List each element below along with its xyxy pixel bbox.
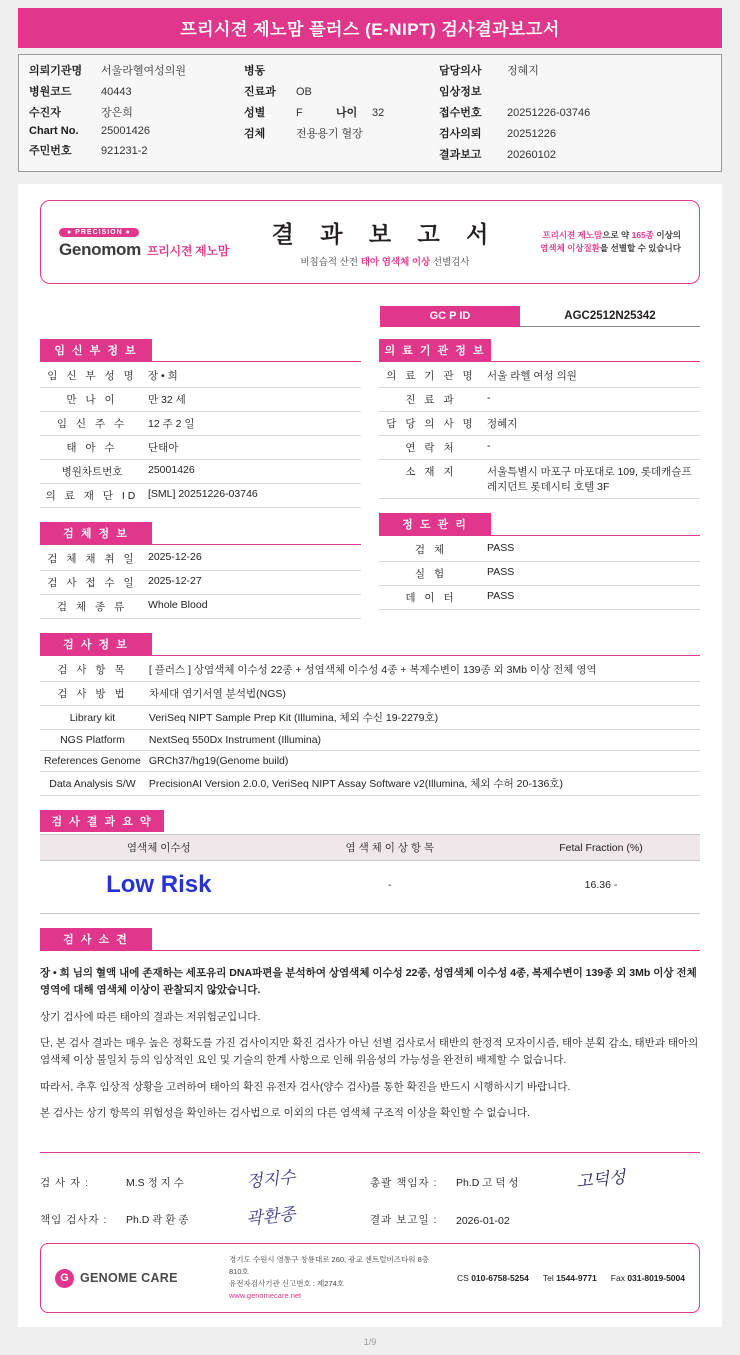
row-label: NGS Platform: [40, 730, 145, 751]
table-row: [379, 562, 700, 586]
signature-label: 책임 검사자 :: [40, 1214, 108, 1227]
findings-paragraph-3: 단, 본 검사 결과는 매우 높은 정확도를 가진 검사이지만 확진 검사가 아닌 선별 검사로서 태반의 한정적 모자이시즘, 태아 분획 감소, 태반과 태아의 염색체 이상 불일치 등의 임상적인 요인 및 기술의 한계 사항으로 인해 위음성의 가능성을 완전히 배제할 수 없습니다.: [40, 1036, 699, 1067]
row-label: 의 료 기 관 명: [379, 364, 483, 388]
table-row: [40, 547, 361, 571]
tagline-count: 165종: [631, 230, 654, 241]
table-row: [379, 586, 700, 610]
patient-row: [244, 125, 439, 141]
table-row: [40, 484, 361, 508]
field-value: 20251226: [507, 128, 556, 140]
section-heading-hospital: 의 료 기 관 정 보: [379, 339, 491, 361]
section-heading-findings: 검 사 소 견: [40, 928, 152, 950]
patient-info-col-2: [244, 62, 439, 162]
abnormal-items-value: -: [278, 861, 502, 914]
signature-name: M.S 정 지 수: [126, 1177, 184, 1190]
findings-paragraph-5: 본 검사는 상기 항목의 위험성을 확인하는 검사법으로 이외의 다른 염색체 구조적 이상을 확인할 수 없습니다.: [40, 1106, 531, 1119]
row-value: -: [483, 436, 700, 460]
signature-tester: [40, 1165, 370, 1190]
row-value: Whole Blood: [144, 595, 361, 619]
page-title: 프리시젼 제노맘 플러스 (E-NIPT) 검사결과보고서: [18, 8, 722, 48]
test-info-section: [40, 633, 700, 796]
genome-care-logo: [55, 1269, 215, 1288]
row-label: 검 사 항 목: [40, 658, 145, 682]
row-label: 의 료 재 단 ID: [40, 484, 144, 508]
row-value: [SML] 20251226-03746: [144, 484, 361, 508]
table-row: [379, 388, 700, 412]
signature-label: 검 사 자 :: [40, 1177, 90, 1190]
address-line-2: 유전자검사기관 신고번호 : 제274호: [229, 1279, 345, 1289]
patient-row: [244, 83, 439, 99]
row-value: PASS: [483, 586, 700, 610]
report-date: [370, 1212, 700, 1227]
row-value: PrecisionAI Version 2.0.0, VeriSeq NIPT Assay Software v2(Illumina, 체외 수허 20-136호): [145, 772, 700, 796]
table-row: [40, 436, 361, 460]
gcp-id-value: AGC2512N25342: [520, 306, 700, 327]
row-value: 차세대 염기서열 분석법(NGS): [145, 682, 700, 706]
signature-label: 총괄 책임자 :: [370, 1177, 438, 1190]
table-row: [40, 706, 700, 730]
section-rule: [40, 950, 700, 951]
table-header-row: [40, 835, 700, 861]
gcp-id-label: GC P ID: [380, 306, 520, 327]
website-link[interactable]: www.genomecare.net: [229, 1291, 302, 1301]
findings-paragraph-2: 상기 검사에 따른 태아의 결과는 저위험군입니다.: [40, 1010, 261, 1023]
patient-info-col-3: [439, 62, 711, 162]
table-row: [40, 751, 700, 772]
signature-image-director: 고덕성: [575, 1167, 627, 1192]
hospital-info-table: [379, 364, 700, 499]
field-label: 성별: [244, 107, 266, 119]
report-title-block: [259, 216, 511, 268]
row-value: 25001426: [144, 460, 361, 484]
risk-result: Low Risk: [40, 861, 278, 914]
row-label: 검 체 채 취 일: [40, 547, 144, 571]
tel-value: 1544-9771: [556, 1273, 597, 1284]
field-value: 20251226-03746: [507, 107, 591, 119]
specimen-table: [40, 547, 361, 619]
field-value: 40443: [101, 86, 132, 98]
section-heading-qc: 정 도 관 리: [379, 513, 491, 535]
row-label: 검 체 종 류: [40, 595, 144, 619]
table-row: [40, 460, 361, 484]
row-value: 단태아: [144, 436, 361, 460]
field-label: 병동: [244, 65, 266, 77]
findings-paragraph-4: 따라서, 추후 임상적 상황을 고려하여 태아의 확진 유전자 검사(양수 검사)를 통한 확진을 반드시 시행하시기 바랍니다.: [40, 1080, 571, 1093]
column-header-fetal-fraction: Fetal Fraction (%): [502, 835, 700, 861]
table-row: [40, 772, 700, 796]
patient-row: [439, 104, 711, 120]
result-summary-section: [40, 810, 700, 914]
field-label: 병원코드: [29, 86, 72, 98]
tagline-text-3: 을 선별할 수 있습니다: [600, 243, 681, 253]
field-label: 접수번호: [439, 107, 482, 119]
row-label: 담 당 의 사 명: [379, 412, 483, 436]
field-label: 진료과: [244, 86, 276, 98]
fetal-fraction-value: 16.36 -: [502, 861, 700, 914]
patient-row: [29, 142, 244, 158]
signature-lead-tester: [40, 1202, 370, 1227]
signature-name: Ph.D 곽 환 종: [126, 1214, 189, 1227]
genome-care-mark-icon: G: [55, 1269, 74, 1288]
table-row: [40, 861, 700, 914]
table-row: [40, 364, 361, 388]
field-value: 정혜지: [507, 65, 539, 77]
section-rule: [40, 361, 361, 362]
report-subtitle-post: 선별검사: [430, 257, 470, 268]
column-header-abnormal-items: 염 색 체 이 상 항 목: [278, 835, 502, 861]
patient-row: [29, 104, 244, 120]
tagline-brand: 프리시젼 제노맘: [542, 230, 603, 241]
info-columns: [40, 339, 700, 619]
patient-row: [29, 62, 244, 78]
row-value: PASS: [483, 562, 700, 586]
tagline-text-1: 으로 약: [602, 230, 632, 241]
patient-row: [29, 125, 244, 137]
findings-paragraph-1: 장 • 희 님의 혈액 내에 존재하는 세포유리 DNA파편을 분석하여 상염색체 이수성 22종, 성염색체 이수성 4종, 복제수변이 139종 외 3Mb 이상 전체 영역에 대해 염색체 이상이 관찰되지 않았습니다.: [40, 967, 697, 997]
table-row: [40, 730, 700, 751]
tagline-line-1: [511, 229, 681, 242]
patient-row: [439, 83, 711, 99]
cs-value: 010-6758-5254: [471, 1273, 529, 1284]
section-rule: [379, 361, 700, 362]
row-value: 정혜지: [483, 412, 700, 436]
signature-row: [40, 1165, 700, 1190]
row-value: 서울 라헬 여성 의원: [483, 364, 700, 388]
signature-director: [370, 1165, 700, 1190]
row-value: 서울특별시 마포구 마포대로 109, 롯데캐슬프레지던트 롯데시티 호텔 3F: [483, 460, 700, 499]
findings-text: [40, 965, 700, 1122]
tagline-text-2: 이상의: [654, 230, 681, 241]
table-row: [379, 364, 700, 388]
brand-tagline: [511, 229, 681, 255]
field-value: 20260102: [507, 149, 556, 161]
fax-value: 031-8019-5004: [627, 1273, 685, 1284]
row-label: 검 사 접 수 일: [40, 571, 144, 595]
cs-contact: [457, 1273, 529, 1283]
field-label: 검사의뢰: [439, 128, 482, 140]
section-rule: [40, 544, 361, 545]
section-rule: [379, 535, 700, 536]
brand-logo: [59, 225, 259, 260]
table-row: [40, 412, 361, 436]
tagline-line-2: [511, 242, 681, 255]
report-sheet: [18, 184, 722, 1327]
row-label: Data Analysis S/W: [40, 772, 145, 796]
table-row: [379, 460, 700, 499]
patient-row: [439, 62, 711, 78]
patient-row: [244, 62, 439, 78]
field-label: 담당의사: [439, 65, 482, 77]
pregnant-info-table: [40, 364, 361, 508]
result-summary-table: [40, 834, 700, 914]
row-label: 검 체: [379, 538, 483, 562]
field-value: 25001426: [101, 125, 150, 137]
report-subtitle: [259, 254, 511, 268]
row-value: VeriSeq NIPT Sample Prep Kit (Illumina, 체외 수신 19-2279호): [145, 706, 700, 730]
cs-label: CS: [457, 1273, 469, 1284]
section-heading-summary: 검 사 결 과 요 약: [40, 810, 164, 832]
table-row: [40, 595, 361, 619]
footer-contact: [457, 1273, 685, 1283]
field-value: OB: [296, 86, 312, 98]
field-label: 수진자: [29, 107, 61, 119]
row-label: 연 락 처: [379, 436, 483, 460]
field-value: F: [296, 107, 303, 119]
row-label: 소 재 지: [379, 460, 483, 499]
fax-contact: [611, 1273, 685, 1283]
pregnant-info-section: [40, 339, 361, 619]
brand-name-kr: 프리시젼 제노맘: [146, 243, 230, 258]
row-label: 태 아 수: [40, 436, 144, 460]
row-value: 만 32 세: [144, 388, 361, 412]
qc-table: [379, 538, 700, 610]
signature-section: [40, 1152, 700, 1227]
patient-row: [439, 146, 711, 162]
table-row: [40, 388, 361, 412]
footer-address: [229, 1254, 443, 1302]
tel-label: Tel: [542, 1273, 554, 1284]
row-value: -: [483, 388, 700, 412]
signature-image-tester: 정지수: [245, 1167, 297, 1192]
table-row: [379, 538, 700, 562]
patient-info-col-1: [29, 62, 244, 162]
field-value: 전용용기 혈장: [296, 128, 363, 140]
tel-contact: [543, 1273, 597, 1283]
row-label: References Genome: [40, 751, 145, 772]
field-label: 임상정보: [439, 86, 482, 98]
column-header-aneuploidy: 염색체 이수성: [40, 835, 278, 861]
genome-care-name: GENOME CARE: [80, 1271, 178, 1286]
row-label: Library kit: [40, 706, 145, 730]
field-label: 의뢰기관명: [29, 65, 83, 77]
table-row: [379, 436, 700, 460]
row-label: 만 나 이: [40, 388, 144, 412]
row-value: PASS: [483, 538, 700, 562]
field-label: 검체: [244, 128, 266, 140]
footer-box: [40, 1243, 700, 1313]
signature-image-lead-tester: 곽환종: [245, 1204, 297, 1229]
report-subtitle-bold: 태아 염색체 이상: [360, 257, 431, 268]
table-row: [40, 682, 700, 706]
field-label: 주민번호: [29, 145, 72, 157]
page-number: 1/9: [363, 1337, 377, 1348]
row-label: 검 사 방 법: [40, 682, 145, 706]
precision-badge: ● PRECISION ●: [59, 228, 139, 237]
row-value: NextSeq 550Dx Instrument (Illumina): [145, 730, 700, 751]
field-value-age: 32: [372, 107, 385, 119]
row-label: 임 신 부 성 명: [40, 364, 144, 388]
field-value: 서울라헬여성의원: [101, 65, 187, 77]
brand-header: [40, 200, 700, 284]
patient-row: [439, 125, 711, 141]
row-label: 실 험: [379, 562, 483, 586]
report-subtitle-pre: 비침습적 산전: [300, 257, 361, 268]
section-heading-pregnant: 임 신 부 정 보: [40, 339, 152, 361]
hospital-info-section: [379, 339, 700, 619]
field-label: 결과보고: [439, 149, 482, 161]
fax-label: Fax: [610, 1273, 625, 1284]
row-value: 12 주 2 일: [144, 412, 361, 436]
report-date-value: 2026-01-02: [456, 1215, 510, 1228]
table-row: [40, 658, 700, 682]
table-row: [40, 571, 361, 595]
findings-section: [40, 928, 700, 951]
row-label: 데 이 터: [379, 586, 483, 610]
brand-name-en: Genomom: [59, 239, 141, 259]
row-label: 임 신 주 수: [40, 412, 144, 436]
field-value: 장은희: [101, 107, 133, 119]
tagline-disease: 염색체 이상질환: [540, 243, 600, 253]
table-row: [379, 412, 700, 436]
field-value: 921231-2: [101, 145, 148, 157]
section-heading-specimen: 검 체 정 보: [40, 522, 152, 544]
row-value: [ 플러스 ] 상염색체 이수성 22종 + 성염색체 이수성 4종 + 복제수변이 139종 외 3Mb 이상 전체 영역: [145, 658, 700, 682]
patient-info-box: [18, 54, 722, 172]
field-label: Chart No.: [29, 125, 79, 137]
patient-row: [29, 83, 244, 99]
report-title: 결 과 보 고 서: [271, 221, 499, 247]
row-value: 장 • 희: [144, 364, 361, 388]
row-label: 병원차트번호: [40, 460, 144, 484]
address-line-1: 경기도 수원시 영통구 창룡대로 260, 광교 센트럴비즈타워 8층 810호: [229, 1255, 429, 1277]
row-value: GRCh37/hg19(Genome build): [145, 751, 700, 772]
field-label-age: 나이: [336, 107, 358, 119]
signature-row: [40, 1202, 700, 1227]
brand-name: [59, 240, 259, 260]
report-page: [0, 8, 740, 1347]
gcp-id-row: [40, 306, 700, 327]
signature-name: Ph.D 고 덕 성: [456, 1177, 519, 1190]
row-value: 2025-12-26: [144, 547, 361, 571]
test-info-table: [40, 658, 700, 796]
patient-row-gender-age: [244, 104, 439, 120]
section-heading-testinfo: 검 사 정 보: [40, 633, 152, 655]
row-label: 진 료 과: [379, 388, 483, 412]
row-value: 2025-12-27: [144, 571, 361, 595]
section-rule: [40, 655, 700, 656]
report-date-label: 결과 보고일 :: [370, 1214, 438, 1227]
